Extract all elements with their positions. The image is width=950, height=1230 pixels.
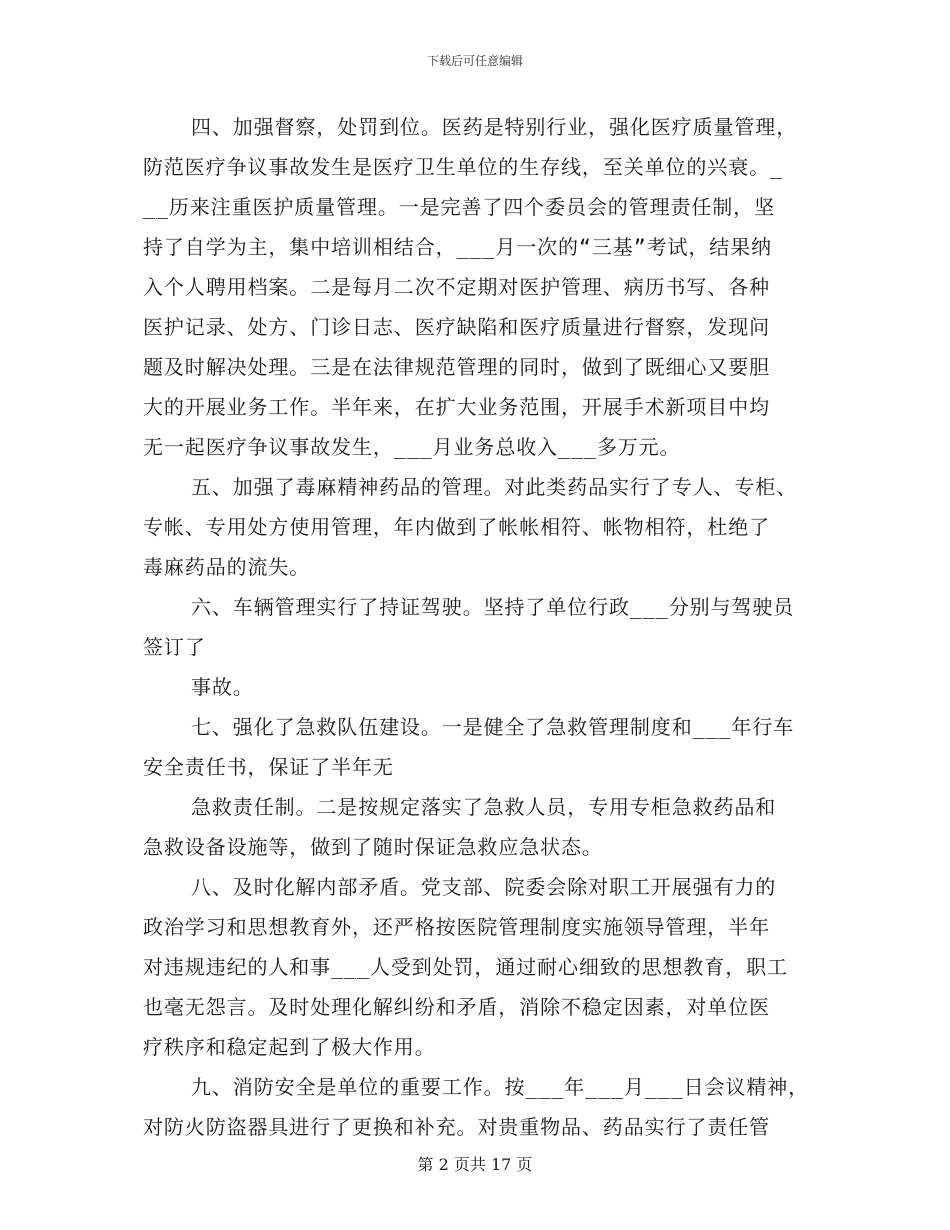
text-line: 签订了 bbox=[143, 635, 206, 659]
text-line: 题及时解决处理。三是在法律规范管理的同时，做到了既细心又要胆 bbox=[143, 355, 770, 379]
text-line: 对违规违纪的人和事___人受到处罚，通过耐心细致的思想教育，职工 bbox=[143, 955, 788, 979]
text-line: 入个人聘用档案。二是每月二次不定期对医护管理、病历书写、各种 bbox=[143, 275, 770, 299]
text-line: 五、加强了毒麻精神药品的管理。对此类药品实行了专人、专柜、 bbox=[191, 475, 798, 499]
page-footer: 第 2 页共 17 页 bbox=[417, 1155, 533, 1174]
text-line: 对防火防盗器具进行了更换和补充。对贵重物品、药品实行了责任管 bbox=[143, 1115, 770, 1139]
text-line: 医护记录、处方、门诊日志、医疗缺陷和医疗质量进行督察，发现问 bbox=[143, 315, 770, 339]
page-header: 下载后可任意编辑 bbox=[426, 54, 523, 68]
text-line: 安全责任书，保证了半年无 bbox=[143, 755, 394, 779]
text-line: 持了自学为主，集中培训相结合，___月一次的“三基”考试，结果纳 bbox=[143, 235, 773, 259]
text-line: 也毫无怨言。及时处理化解纠纷和矛盾，消除不稳定因素，对单位医 bbox=[143, 995, 770, 1019]
text-line: 毒麻药品的流失。 bbox=[143, 555, 311, 579]
text-line: 六、车辆管理实行了持证驾驶。坚持了单位行政___分别与驾驶员 bbox=[191, 595, 795, 619]
text-line: 七、强化了急救队伍建设。一是健全了急救管理制度和___年行车 bbox=[191, 715, 795, 739]
text-line: 事故。 bbox=[191, 675, 254, 699]
text-line: 无一起医疗争议事故发生，___月业务总收入___多万元。 bbox=[143, 435, 681, 459]
text-line: 防范医疗争议事故发生是医疗卫生单位的生存线，至关单位的兴衰。_ bbox=[143, 155, 783, 179]
text-line: __历来注重医护质量管理。一是完善了四个委员会的管理责任制，坚 bbox=[143, 195, 775, 219]
text-line: 九、消防安全是单位的重要工作。按___年___月___日会议精神， bbox=[191, 1075, 810, 1099]
text-line: 四、加强督察，处罚到位。医药是特别行业，强化医疗质量管理， bbox=[191, 115, 798, 139]
document-body bbox=[143, 107, 813, 1147]
text-line: 政治学习和思想教育外，还严格按医院管理制度实施领导管理，半年 bbox=[143, 915, 770, 939]
text-line: 大的开展业务工作。半年来，在扩大业务范围，开展手术新项目中均 bbox=[143, 395, 770, 419]
text-line: 急救责任制。二是按规定落实了急救人员，专用专柜急救药品和 bbox=[191, 795, 777, 819]
text-line: 疗秩序和稳定起到了极大作用。 bbox=[143, 1035, 436, 1059]
text-line: 专帐、专用处方使用管理，年内做到了帐帐相符、帐物相符，杜绝了 bbox=[143, 515, 770, 539]
text-line: 急救设备设施等，做到了随时保证急救应急状态。 bbox=[143, 835, 603, 859]
text-line: 八、及时化解内部矛盾。党支部、院委会除对职工开展强有力的 bbox=[191, 875, 777, 899]
